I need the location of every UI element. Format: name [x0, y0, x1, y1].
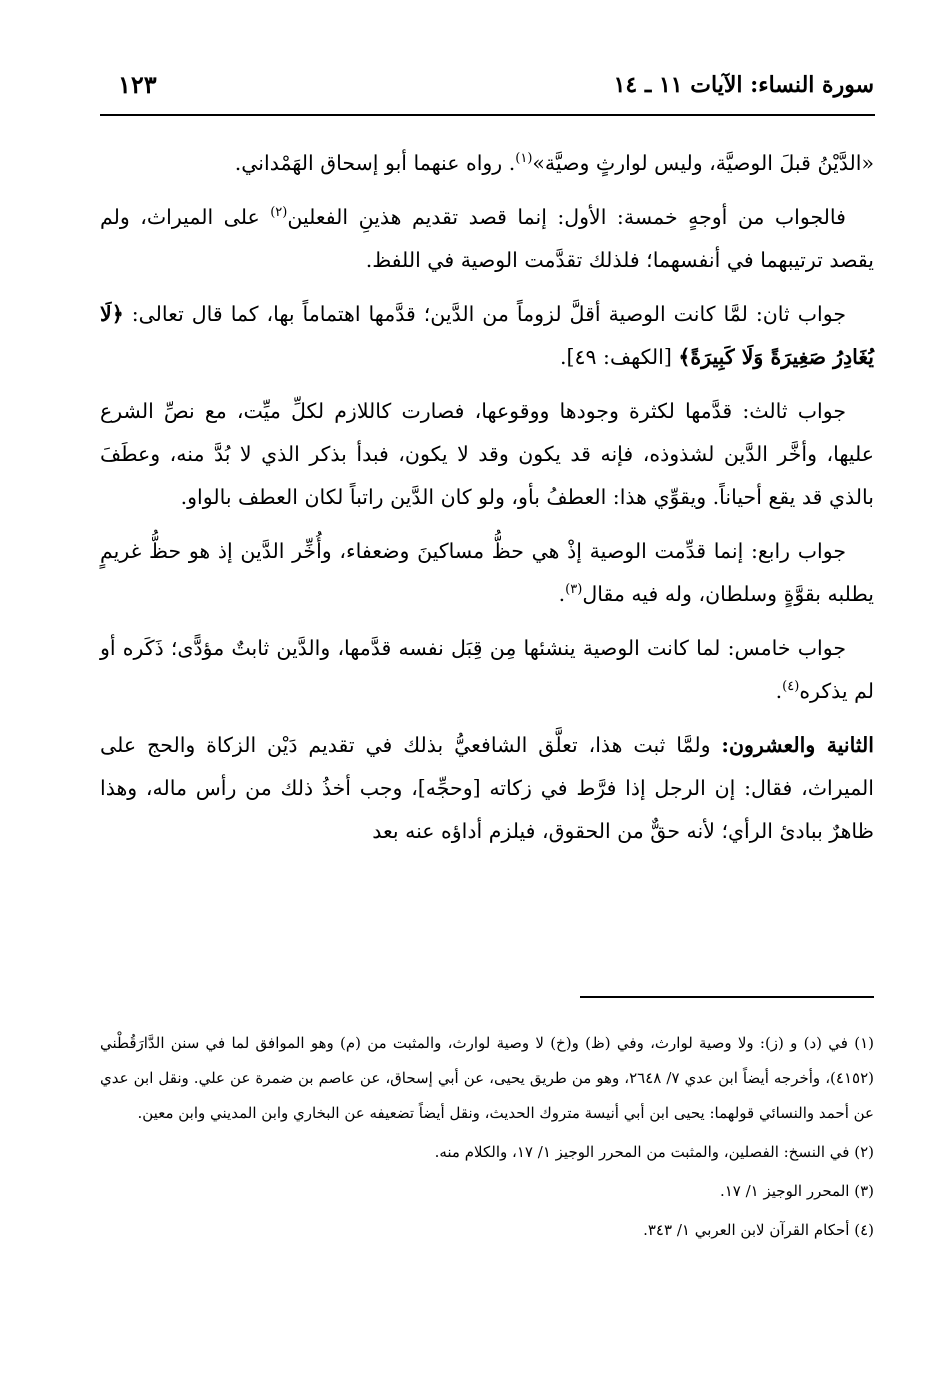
main-text: [100, 142, 874, 864]
page-number: ١٢٣: [118, 70, 157, 99]
footnote-1: (١) في (د) و (ز): ولا وصية لوارث، وفي (ظ) و(خ) لا وصية لوارث، والمثبت من (م) وهو الموافق لما في سنن الدَّارَقُطْني (٤١٥٢)، وأخرجه أيضاً ابن عدي ٧/ ٢٦٤٨، وهو من طريق يحيى، عن أبي إسحاق، عن عاصم بن ضمرة عن علي. ونقل ابن عدي عن أحمد والنسائي قولهما: يحيى ابن أبي أنيسة متروك الحديث، ونقل أيضاً تضعيفه عن البخاري وابن المديني وابن معين.: [100, 1034, 874, 1122]
footnote-4: (٤) أحكام القرآن لابن العربي ١/ ٣٤٣.: [643, 1221, 874, 1239]
paragraph-answer-2: [100, 293, 874, 379]
paragraph-hadith: [100, 142, 874, 185]
answer-5-text: جواب خامس: لما كانت الوصية ينشئها مِن قِبَل نفسه قدَّمها، والدَّين ثابتٌ مؤدًّى؛ ذَكَره أو لم يذكره: [100, 636, 874, 703]
paragraph-answer-1: [100, 196, 874, 282]
surah-title: سورة النساء: الآيات ١١ ـ ١٤: [613, 72, 874, 98]
header-divider: [100, 114, 875, 116]
footnote-ref-3[interactable]: (٣): [565, 582, 583, 598]
footnote-divider: [580, 996, 874, 998]
section-heading-22: الثانية والعشرون:: [721, 733, 874, 757]
paragraph-answer-4: [100, 530, 874, 616]
hadith-rest: . رواه عنهما أبو إسحاق الهَمْداني.: [234, 151, 516, 175]
answer-4-text: جواب رابع: إنما قدِّمت الوصية إذْ هي حظُّ مساكينَ وضعفاء، وأُخِّر الدَّين إذ هو حظُّ غريمٍ يطلبه بقوَّةٍ وسلطان، وله فيه مقال: [100, 539, 874, 606]
paragraph-answer-5: [100, 627, 874, 713]
section-22-text: ولمَّا ثبت هذا، تعلَّق الشافعيُّ بذلك في تقديم دَيْن الزكاة والحج على الميراث، فقال: إن الرجل إذا فرَّط في زكاته [وحجِّه]، وجب أخذُ ذلك من رأس ماله، وهذا ظاهرٌ ببادئ الرأي؛ لأنه حقٌّ من الحقوق، فيلزم أداؤه عنه بعد: [100, 733, 874, 843]
paragraph-22: [100, 724, 874, 853]
answer-4-end: .: [558, 582, 566, 606]
footnote-2: (٢) في النسخ: الفصلين، والمثبت من المحرر الوجيز ١/ ١٧، والكلام منه.: [434, 1143, 874, 1161]
answer-1-text-a: فالجواب من أوجهٍ خمسة: الأول: إنما قصد تقديم هذينِ الفعلين: [287, 205, 846, 229]
answer-1-text-b: على الميراث، ولم يقصد ترتيبهما في أنفسهما؛ فلذلك تقدَّمت الوصية في اللفظ.: [100, 205, 874, 272]
footnotes: [100, 1026, 874, 1252]
footnote-ref-2[interactable]: (٢): [270, 205, 288, 221]
running-header: [100, 66, 874, 110]
answer-5-end: .: [775, 679, 783, 703]
hadith-text: «الدَّيْنُ قبلَ الوصيَّة، وليس لوارثٍ وصيَّة»: [532, 151, 874, 175]
footnote-ref-4[interactable]: (٤): [782, 679, 800, 695]
quran-citation: [الكهف: ٤٩].: [559, 345, 679, 369]
footnote-ref-1[interactable]: (١): [515, 151, 533, 167]
footnote-3: (٣) المحرر الوجيز ١/ ١٧.: [719, 1182, 874, 1200]
paragraph-answer-3: جواب ثالث: قدَّمها لكثرة وجودها ووقوعها، فصارت كاللازم لكلِّ ميِّت، مع نصِّ الشرع عليها، وأخَّر الدَّين لشذوذه، فإنه قد يكون وقد لا يكون، فبدأ بذكر الذي لا بُدَّ منه، وعطَفَ بالذي قد يقع أحياناً. ويقوِّي هذا: العطفُ بأو، ولو كان الدَّين راتباً لكان العطف بالواو.: [100, 399, 874, 509]
answer-2-text: جواب ثان: لمَّا كانت الوصية أقلَّ لزوماً من الدَّين؛ قدَّمها اهتماماً بها، كما قال تعالى:: [123, 302, 846, 326]
quran-verse: ﴿لَا يُغَادِرُ صَغِيرَةً وَلَا كَبِيرَةً﴾: [100, 302, 874, 369]
